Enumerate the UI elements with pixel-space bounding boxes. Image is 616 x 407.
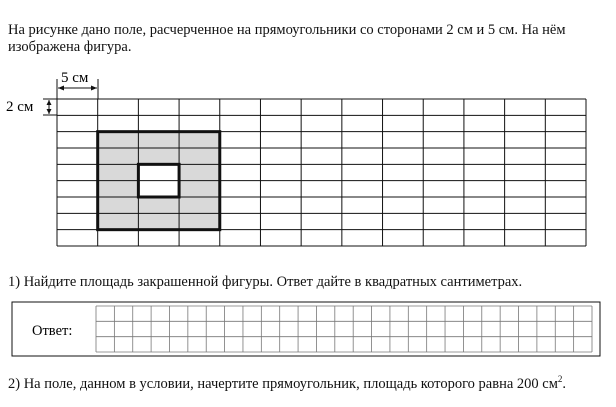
width-label: 5 см [61, 70, 89, 86]
intro-line-2: изображена фигура. [8, 39, 132, 55]
answer-label: Ответ: [32, 323, 73, 339]
question-2 [8, 376, 566, 393]
question-1: 1) Найдите площадь закрашенной фигуры. Ответ дайте в квадратных сантиметрах. [8, 274, 523, 290]
question-2-text: 2) На поле, данном в условии, начертите прямоугольник, площадь которого равна 200 см [8, 376, 558, 392]
height-label: 2 см [6, 99, 34, 115]
question-2-superscript: 2 [557, 374, 563, 384]
intro-line-1: На рисунке дано поле, расчерченное на прямоугольники со сторонами 2 см и 5 см. На нём [8, 22, 566, 38]
question-2-end: . [562, 376, 566, 392]
